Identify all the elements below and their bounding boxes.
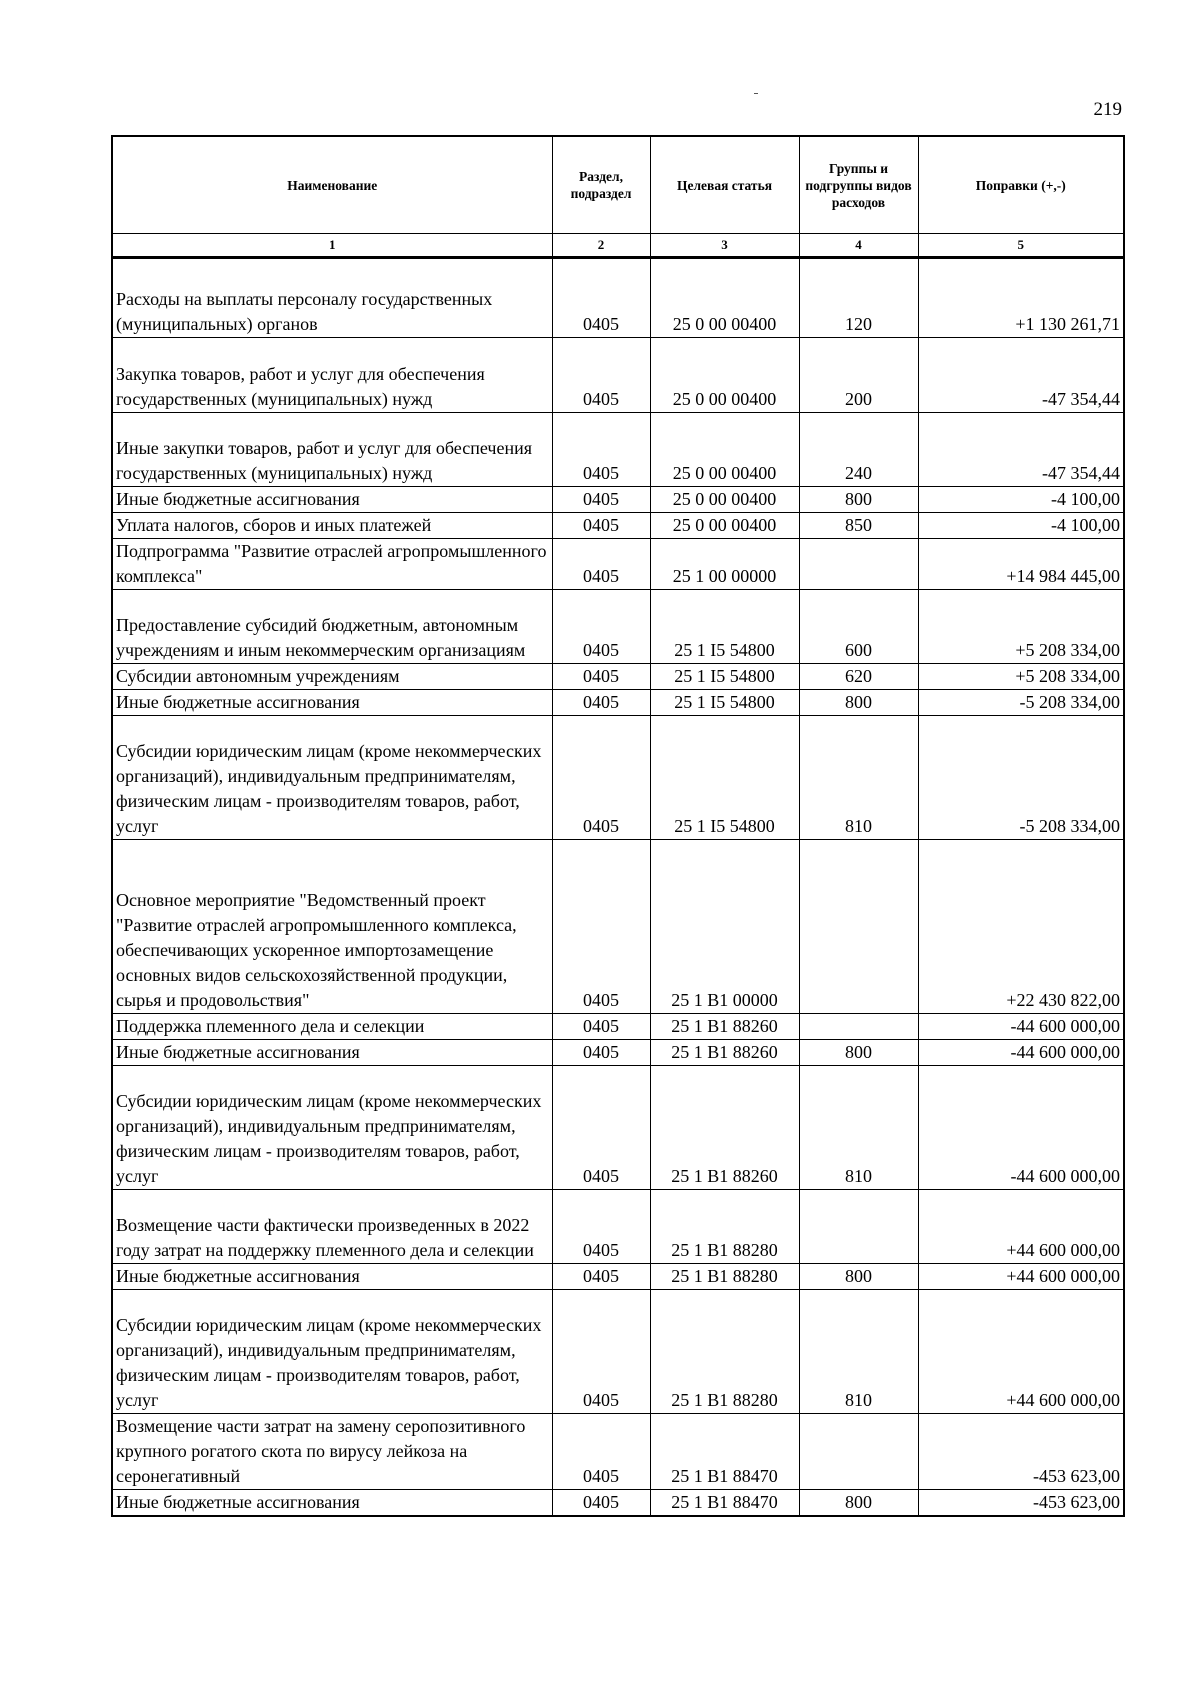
row-target-article: 25 1 B1 88280 bbox=[650, 1290, 799, 1414]
row-amount: -44 600 000,00 bbox=[918, 1066, 1124, 1190]
row-target-article: 25 0 00 00400 bbox=[650, 258, 799, 338]
row-name: Иные бюджетные ассигнования bbox=[112, 1490, 552, 1517]
table-row bbox=[112, 1414, 1124, 1490]
column-number: 2 bbox=[552, 234, 650, 258]
row-expense-group: 800 bbox=[799, 1040, 918, 1066]
row-expense-group: 620 bbox=[799, 664, 918, 690]
row-amount: -5 208 334,00 bbox=[918, 716, 1124, 840]
row-target-article: 25 0 00 00400 bbox=[650, 513, 799, 539]
row-name: Поддержка племенного дела и селекции bbox=[112, 1014, 552, 1040]
header-name: Наименование bbox=[112, 136, 552, 234]
row-section: 0405 bbox=[552, 716, 650, 840]
row-amount: -4 100,00 bbox=[918, 513, 1124, 539]
column-number: 4 bbox=[799, 234, 918, 258]
row-section: 0405 bbox=[552, 413, 650, 487]
row-amount: +44 600 000,00 bbox=[918, 1264, 1124, 1290]
row-expense-group: 800 bbox=[799, 1264, 918, 1290]
table-row bbox=[112, 413, 1124, 487]
table-row bbox=[112, 1190, 1124, 1264]
table-row bbox=[112, 1264, 1124, 1290]
table-row bbox=[112, 1490, 1124, 1517]
row-section: 0405 bbox=[552, 690, 650, 716]
row-section: 0405 bbox=[552, 487, 650, 513]
row-amount: -4 100,00 bbox=[918, 487, 1124, 513]
row-expense-group bbox=[799, 539, 918, 590]
row-name: Субсидии юридическим лицам (кроме некоммерческих организаций), индивидуальным предпринимателям, физическим лицам - производителям товаров, работ, услуг bbox=[112, 716, 552, 840]
column-number-row bbox=[112, 234, 1124, 258]
row-target-article: 25 1 B1 00000 bbox=[650, 840, 799, 1014]
row-name: Подпрограмма "Развитие отраслей агропромышленного комплекса" bbox=[112, 539, 552, 590]
row-expense-group: 200 bbox=[799, 338, 918, 413]
row-amount: +44 600 000,00 bbox=[918, 1190, 1124, 1264]
page-number: 219 bbox=[1093, 99, 1122, 120]
table-row bbox=[112, 258, 1124, 338]
row-target-article: 25 1 I5 54800 bbox=[650, 690, 799, 716]
row-name: Субсидии юридическим лицам (кроме некоммерческих организаций), индивидуальным предпринимателям, физическим лицам - производителям товаров, работ, услуг bbox=[112, 1290, 552, 1414]
table-header-row bbox=[112, 136, 1124, 234]
row-expense-group: 800 bbox=[799, 690, 918, 716]
row-target-article: 25 1 I5 54800 bbox=[650, 590, 799, 664]
row-target-article: 25 1 B1 88260 bbox=[650, 1014, 799, 1040]
row-expense-group bbox=[799, 1190, 918, 1264]
table-row bbox=[112, 840, 1124, 1014]
row-name: Возмещение части затрат на замену серопозитивного крупного рогатого скота по вирусу лейкоза на серонегативный bbox=[112, 1414, 552, 1490]
table-row bbox=[112, 1014, 1124, 1040]
header-section: Раздел, подраздел bbox=[552, 136, 650, 234]
table-row bbox=[112, 664, 1124, 690]
table-row bbox=[112, 590, 1124, 664]
row-expense-group: 850 bbox=[799, 513, 918, 539]
row-name: Предоставление субсидий бюджетным, автономным учреждениям и иным некоммерческим организациям bbox=[112, 590, 552, 664]
row-amount: -47 354,44 bbox=[918, 413, 1124, 487]
row-name: Иные бюджетные ассигнования bbox=[112, 690, 552, 716]
row-name: Основное мероприятие "Ведомственный проект "Развитие отраслей агропромышленного комплекса, обеспечивающих ускоренное импортозамещение основных видов сельскохозяйственной продукции, сырья и продовольствия" bbox=[112, 840, 552, 1014]
row-target-article: 25 1 B1 88260 bbox=[650, 1040, 799, 1066]
row-name: Закупка товаров, работ и услуг для обеспечения государственных (муниципальных) нужд bbox=[112, 338, 552, 413]
row-name: Иные закупки товаров, работ и услуг для обеспечения государственных (муниципальных) нужд bbox=[112, 413, 552, 487]
row-name: Расходы на выплаты персоналу государственных (муниципальных) органов bbox=[112, 258, 552, 338]
row-name: Субсидии юридическим лицам (кроме некоммерческих организаций), индивидуальным предпринимателям, физическим лицам - производителям товаров, работ, услуг bbox=[112, 1066, 552, 1190]
row-expense-group: 810 bbox=[799, 716, 918, 840]
column-number: 1 bbox=[112, 234, 552, 258]
row-amount: +5 208 334,00 bbox=[918, 664, 1124, 690]
row-amount: -44 600 000,00 bbox=[918, 1040, 1124, 1066]
row-target-article: 25 1 I5 54800 bbox=[650, 664, 799, 690]
row-target-article: 25 1 00 00000 bbox=[650, 539, 799, 590]
header-amendments: Поправки (+,-) bbox=[918, 136, 1124, 234]
row-expense-group: 810 bbox=[799, 1066, 918, 1190]
row-name: Субсидии автономным учреждениям bbox=[112, 664, 552, 690]
table-row bbox=[112, 513, 1124, 539]
table-row bbox=[112, 338, 1124, 413]
row-expense-group bbox=[799, 1414, 918, 1490]
row-expense-group: 600 bbox=[799, 590, 918, 664]
row-name: Иные бюджетные ассигнования bbox=[112, 1264, 552, 1290]
row-target-article: 25 0 00 00400 bbox=[650, 487, 799, 513]
row-expense-group bbox=[799, 1014, 918, 1040]
table-row bbox=[112, 1066, 1124, 1190]
row-section: 0405 bbox=[552, 513, 650, 539]
row-section: 0405 bbox=[552, 840, 650, 1014]
row-amount: -5 208 334,00 bbox=[918, 690, 1124, 716]
row-section: 0405 bbox=[552, 664, 650, 690]
row-section: 0405 bbox=[552, 1414, 650, 1490]
table-row bbox=[112, 690, 1124, 716]
row-amount: -47 354,44 bbox=[918, 338, 1124, 413]
row-name: Возмещение части фактически произведенных в 2022 году затрат на поддержку племенного дела и селекции bbox=[112, 1190, 552, 1264]
header-target-article: Целевая статья bbox=[650, 136, 799, 234]
row-amount: +1 130 261,71 bbox=[918, 258, 1124, 338]
row-amount: -453 623,00 bbox=[918, 1414, 1124, 1490]
scan-speck bbox=[754, 93, 758, 94]
row-target-article: 25 1 I5 54800 bbox=[650, 716, 799, 840]
row-section: 0405 bbox=[552, 590, 650, 664]
row-section: 0405 bbox=[552, 1490, 650, 1517]
row-section: 0405 bbox=[552, 1014, 650, 1040]
table-row bbox=[112, 1040, 1124, 1066]
table-row bbox=[112, 1290, 1124, 1414]
row-section: 0405 bbox=[552, 258, 650, 338]
column-number: 3 bbox=[650, 234, 799, 258]
column-number: 5 bbox=[918, 234, 1124, 258]
row-expense-group bbox=[799, 840, 918, 1014]
row-target-article: 25 1 B1 88470 bbox=[650, 1414, 799, 1490]
row-expense-group: 240 bbox=[799, 413, 918, 487]
header-expense-groups: Группы и подгруппы видов расходов bbox=[799, 136, 918, 234]
budget-amendments-table bbox=[111, 135, 1125, 1517]
row-amount: +14 984 445,00 bbox=[918, 539, 1124, 590]
row-target-article: 25 1 B1 88260 bbox=[650, 1066, 799, 1190]
row-name: Иные бюджетные ассигнования bbox=[112, 487, 552, 513]
row-expense-group: 120 bbox=[799, 258, 918, 338]
row-amount: +22 430 822,00 bbox=[918, 840, 1124, 1014]
row-target-article: 25 1 B1 88470 bbox=[650, 1490, 799, 1517]
row-section: 0405 bbox=[552, 1264, 650, 1290]
row-target-article: 25 1 B1 88280 bbox=[650, 1264, 799, 1290]
row-amount: +5 208 334,00 bbox=[918, 590, 1124, 664]
row-amount: +44 600 000,00 bbox=[918, 1290, 1124, 1414]
row-target-article: 25 0 00 00400 bbox=[650, 338, 799, 413]
table-row bbox=[112, 716, 1124, 840]
row-section: 0405 bbox=[552, 1190, 650, 1264]
row-target-article: 25 1 B1 88280 bbox=[650, 1190, 799, 1264]
row-expense-group: 810 bbox=[799, 1290, 918, 1414]
row-name: Иные бюджетные ассигнования bbox=[112, 1040, 552, 1066]
row-expense-group: 800 bbox=[799, 487, 918, 513]
row-section: 0405 bbox=[552, 1290, 650, 1414]
table-row bbox=[112, 487, 1124, 513]
row-section: 0405 bbox=[552, 539, 650, 590]
row-section: 0405 bbox=[552, 338, 650, 413]
row-section: 0405 bbox=[552, 1066, 650, 1190]
row-target-article: 25 0 00 00400 bbox=[650, 413, 799, 487]
table-row bbox=[112, 539, 1124, 590]
row-section: 0405 bbox=[552, 1040, 650, 1066]
row-expense-group: 800 bbox=[799, 1490, 918, 1517]
row-name: Уплата налогов, сборов и иных платежей bbox=[112, 513, 552, 539]
row-amount: -44 600 000,00 bbox=[918, 1014, 1124, 1040]
row-amount: -453 623,00 bbox=[918, 1490, 1124, 1517]
